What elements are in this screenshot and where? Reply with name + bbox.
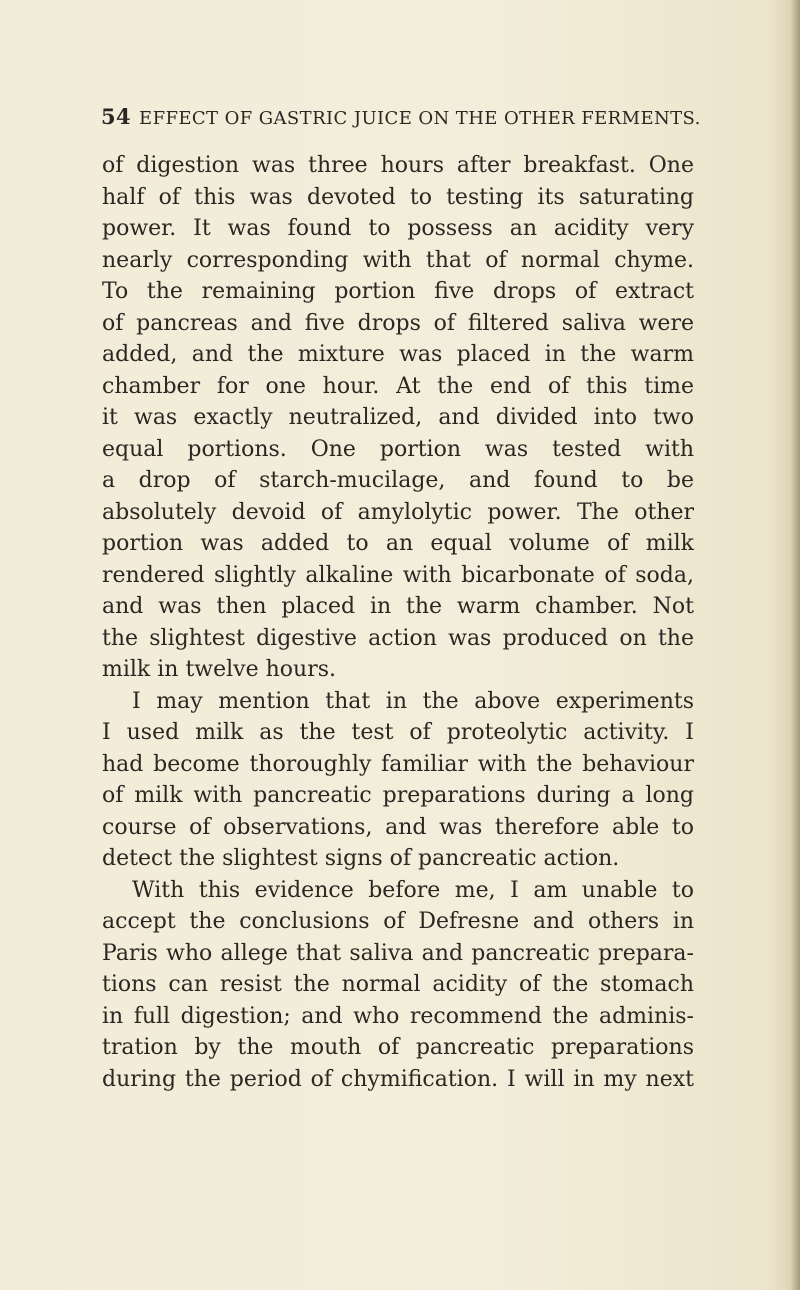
page-edge-shadow [790,0,800,1290]
text-line: had become thoroughly familiar with the behaviour [102,751,694,777]
text-line: a drop of starch-mucilage, and found to be [102,468,694,493]
text-line: and was then placed in the warm chamber. Not [102,594,694,619]
text-line: portion was added to an equal volume of milk [102,531,694,556]
text-line: power. It was found to possess an acidity very [102,216,694,241]
text-line: tration by the mouth of pancreatic preparations [102,1035,694,1060]
text-line: in full digestion; and who recommend the adminis- [102,1003,694,1029]
text-line: course of observations, and was therefore able to [102,814,694,840]
text-line: tions can resist the normal acidity of the stomach [102,972,694,997]
text-line: I may mention that in the above experiments [132,688,694,714]
text-line: rendered slightly alkaline with bicarbonate of soda, [102,562,694,588]
text-line: added, and the mixture was placed in the warm [102,342,694,367]
body-text [102,150,694,1095]
text-line: of digestion was three hours after breakfast. One [102,153,694,178]
text-line: To the remaining portion five drops of extract [102,279,694,304]
text-line: With this evidence before me, I am unable to [132,877,694,903]
text-line: of pancreas and five drops of filtered saliva were [102,310,694,336]
text-line: nearly corresponding with that of normal chyme. [102,247,694,273]
text-line: I used milk as the test of proteolytic activity. I [102,720,694,745]
text-line: absolutely devoid of amylolytic power. The other [102,499,694,525]
text-line: Paris who allege that saliva and pancreatic prepara- [102,940,694,966]
text-line: accept the conclusions of Defresne and others in [102,909,694,934]
text-line: equal portions. One portion was tested with [102,436,694,462]
text-line: it was exactly neutralized, and divided into two [102,405,694,430]
running-header [101,104,701,129]
page-number: 54 [101,104,132,129]
text-line: half of this was devoted to testing its saturating [102,184,694,210]
text-line: during the period of chymification. I will in my next [102,1066,694,1092]
running-title: EFFECT OF GASTRIC JUICE ON THE OTHER FERMENTS. [139,108,701,129]
text-line: the slightest digestive action was produced on the [102,625,694,651]
text-line: detect the slightest signs of pancreatic action. [102,846,620,871]
text-line: chamber for one hour. At the end of this time [102,373,694,399]
text-line: milk in twelve hours. [102,657,337,682]
text-line: of milk with pancreatic preparations during a long [102,783,694,808]
